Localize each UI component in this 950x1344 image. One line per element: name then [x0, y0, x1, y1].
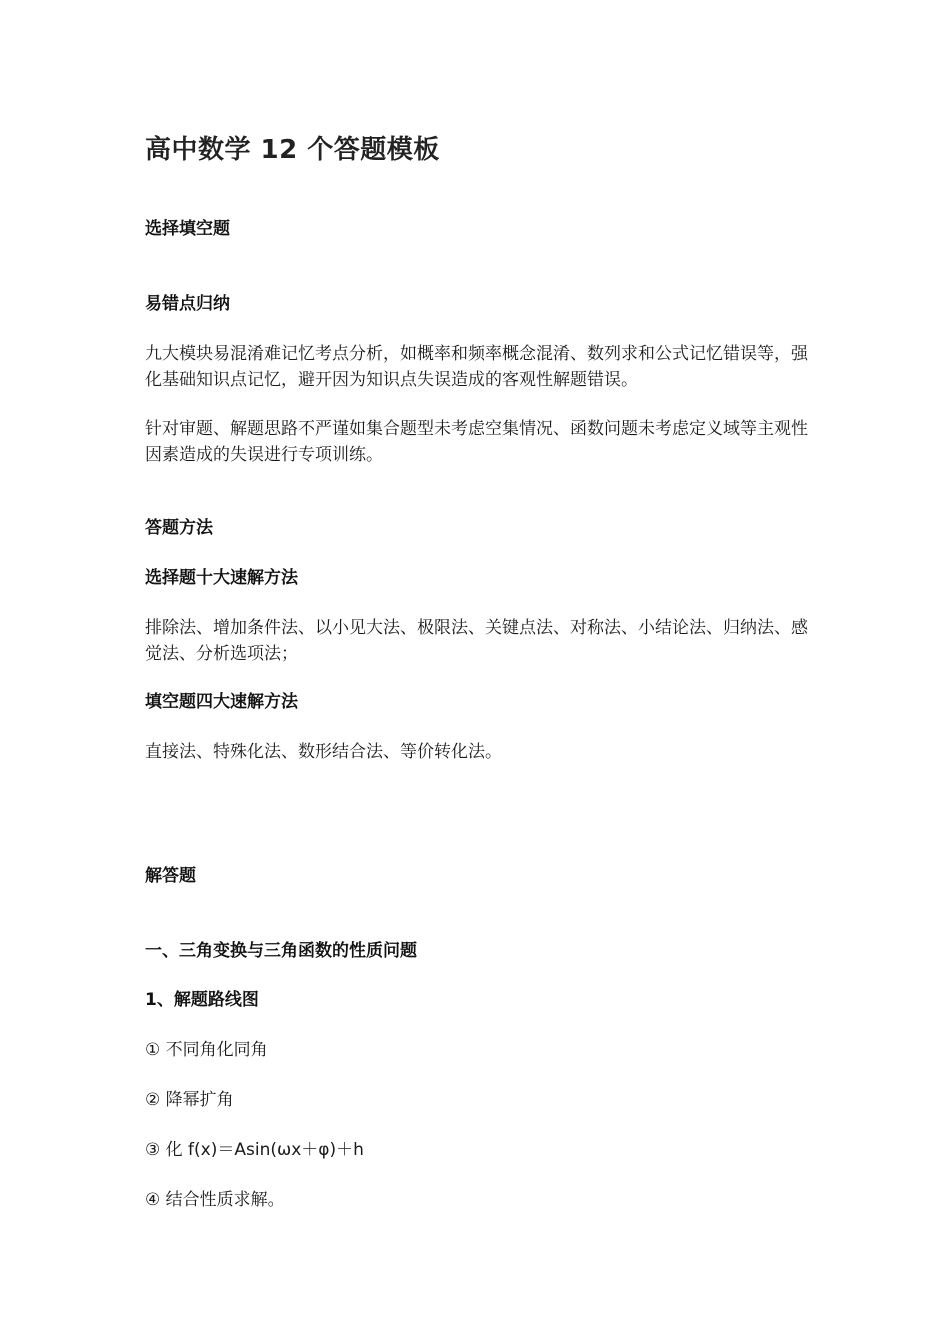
- paragraph-common-errors-1: 九大模块易混淆难记忆考点分析，如概率和频率概念混淆、数列求和公式记忆错误等，强化基础知识点记忆，避开因为知识点失误造成的客观性解题错误。: [145, 344, 808, 390]
- subsection-heading-answer-methods: 答题方法: [145, 518, 213, 538]
- roadmap-step-4: ④ 结合性质求解。: [145, 1190, 285, 1210]
- section-heading-answer-problems: 解答题: [145, 866, 196, 886]
- paragraph-choice-methods: 排除法、增加条件法、以小见大法、极限法、关键点法、对称法、小结论法、归纳法、感觉法、分析选项法；: [145, 618, 808, 664]
- topic-heading-trigonometry: 一、三角变换与三角函数的性质问题: [145, 941, 417, 961]
- roadmap-step-1: ① 不同角化同角: [145, 1040, 268, 1060]
- paragraph-fill-methods: 直接法、特殊化法、数形结合法、等价转化法。: [145, 742, 502, 762]
- roadmap-step-3: ③ 化 f(x)＝Asin(ωx＋φ)＋h: [145, 1140, 364, 1160]
- heading-solution-roadmap: 1、解题路线图: [145, 990, 259, 1010]
- paragraph-common-errors-2: 针对审题、解题思路不严谨如集合题型未考虑空集情况、函数问题未考虑定义域等主观性因素造成的失误进行专项训练。: [145, 419, 808, 465]
- heading-fill-methods: 填空题四大速解方法: [145, 692, 298, 712]
- heading-choice-methods: 选择题十大速解方法: [145, 568, 298, 588]
- roadmap-step-2: ② 降幂扩角: [145, 1090, 234, 1110]
- section-heading-choice-fill: 选择填空题: [145, 219, 230, 239]
- document-title: 高中数学 12 个答题模板: [145, 135, 440, 165]
- subsection-heading-common-errors: 易错点归纳: [145, 294, 230, 314]
